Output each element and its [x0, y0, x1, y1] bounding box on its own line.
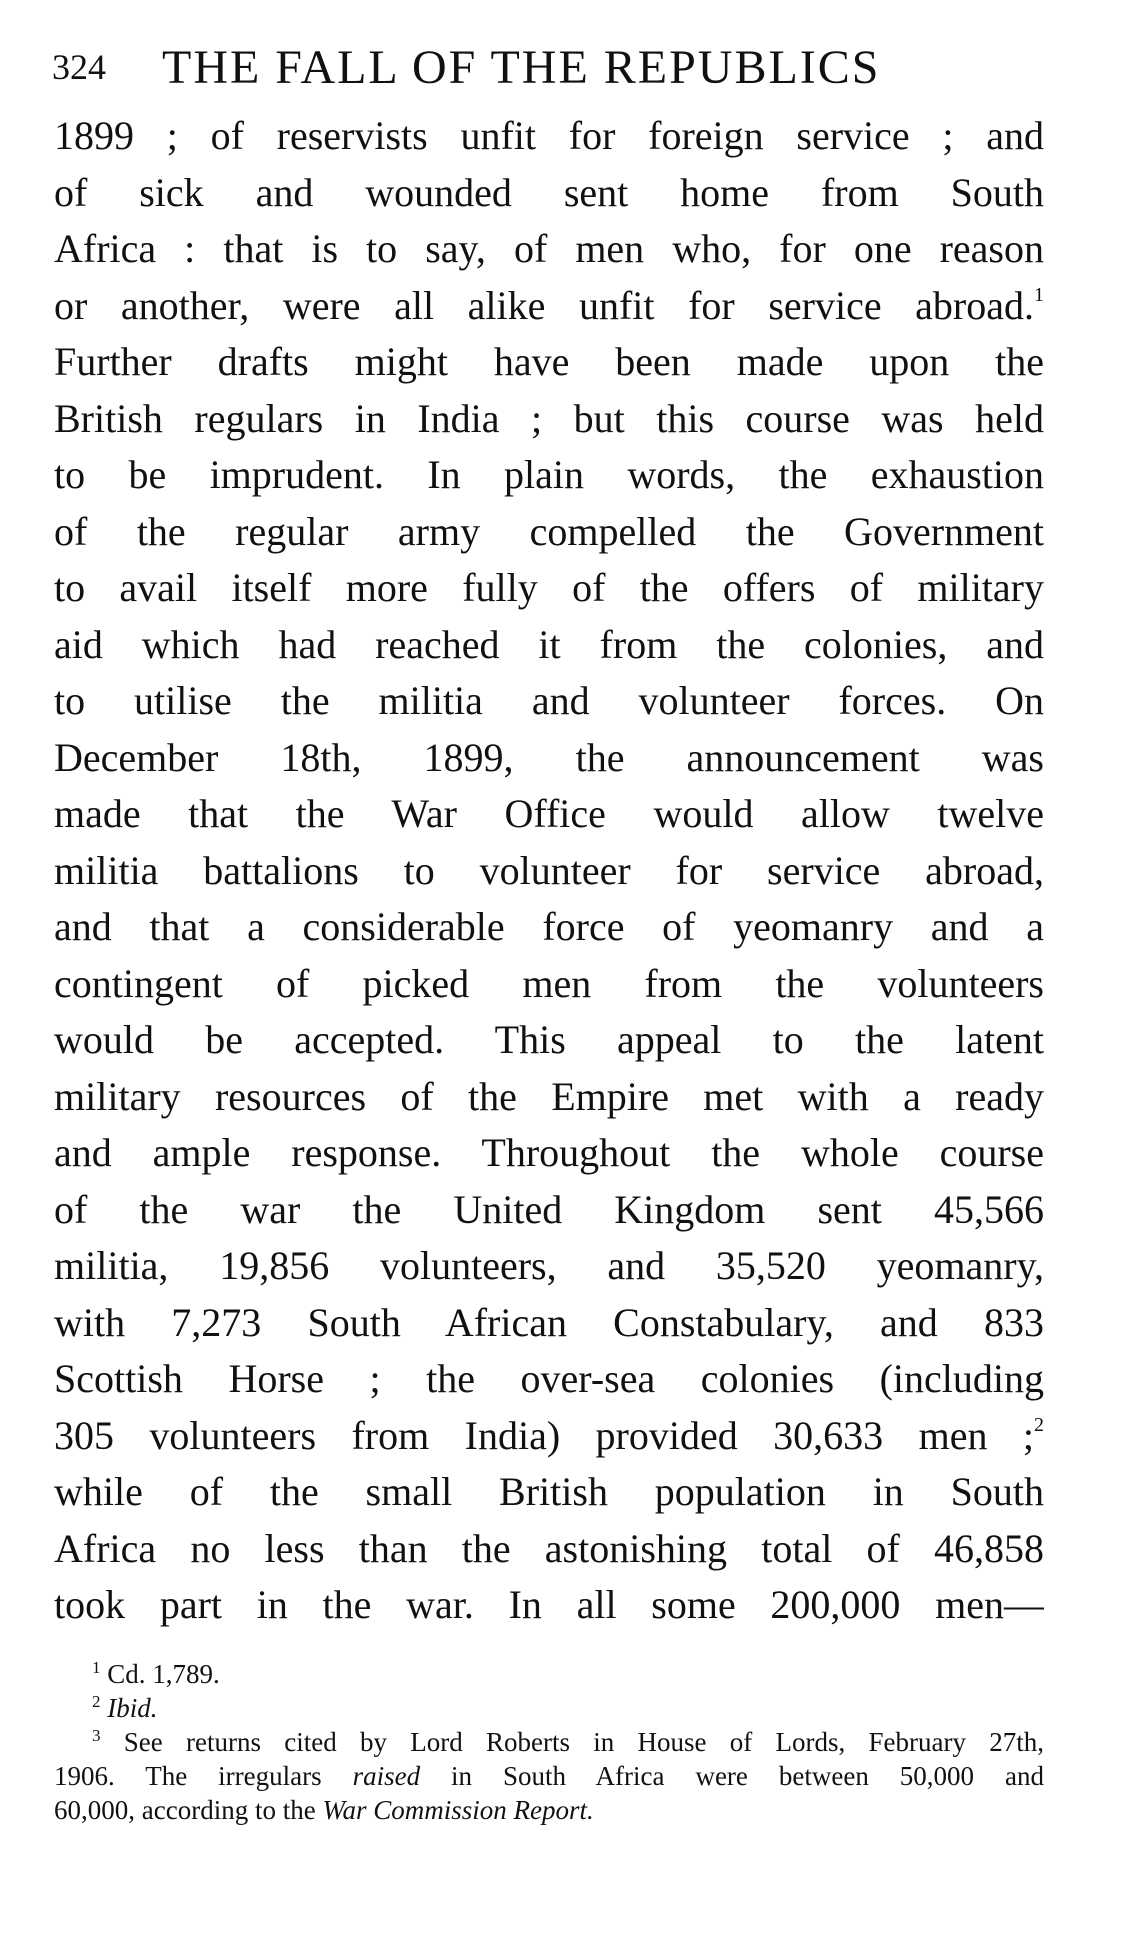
text-line: December 18th, 1899, the announcement was	[54, 734, 1044, 780]
text-line: of the war the United Kingdom sent 45,566	[54, 1186, 1044, 1232]
footnote-2-mark: 2	[92, 1692, 101, 1711]
text-line	[54, 1577, 1044, 1634]
text-line-content: 305 volunteers from India) provided 30,633 men ;	[54, 1412, 1034, 1458]
text-line-content: or another, were all alike unfit for service abroad.	[54, 282, 1034, 328]
text-line: while of the small British population in South	[54, 1469, 1044, 1514]
footnote-2-text: Ibid.	[107, 1693, 158, 1723]
text-line: of the regular army compelled the Government	[54, 508, 1044, 554]
text-line: would be accepted. This appeal to the latent	[54, 1017, 1044, 1062]
text-line: Further drafts might have been made upon the	[54, 339, 1044, 384]
text-line: Africa : that is to say, of men who, for one reason	[54, 226, 1044, 271]
text-line: Scottish Horse ; the over-sea colonies (including	[54, 1356, 1044, 1401]
text-line: to utilise the militia and volunteer forces. On	[54, 678, 1044, 723]
footnote-ref-2: 2	[1034, 1413, 1044, 1436]
text-line: to be imprudent. In plain words, the exhaustion	[54, 452, 1044, 497]
footnote-3-emphasis: War Commission Report.	[322, 1795, 594, 1825]
footnote-3-line	[54, 1793, 1044, 1827]
text-line: militia battalions to volunteer for service abroad,	[54, 847, 1044, 893]
text-line: British regulars in India ; but this course was held	[54, 395, 1044, 441]
page-number: 324	[52, 47, 106, 87]
footnote-1-text: Cd. 1,789.	[107, 1659, 220, 1689]
text-line: aid which had reached it from the colonies, and	[54, 621, 1044, 667]
text-line	[54, 278, 1044, 335]
footnote-3-text: See returns cited by Lord Roberts in House of Lords, February 27th,	[123, 1727, 1044, 1757]
footnote-3-text: 60,000, according to the	[54, 1795, 323, 1825]
footnote-3-text: 1906. The irregulars	[54, 1761, 353, 1791]
text-line	[54, 1408, 1044, 1465]
running-title: THE FALL OF THE REPUBLICS	[162, 41, 881, 94]
footnote-1	[54, 1657, 1044, 1691]
text-line: contingent of picked men from the volunteers	[54, 960, 1044, 1006]
footnote-3-line	[54, 1725, 1044, 1759]
footnote-2	[54, 1691, 1044, 1725]
text-line: made that the War Office would allow twelve	[54, 791, 1044, 836]
footnote-3-text: in South Africa were between 50,000 and	[420, 1761, 1044, 1791]
footnote-3-mark: 3	[92, 1726, 101, 1745]
text-line: Africa no less than the astonishing total of 46,858	[54, 1525, 1044, 1571]
text-line: to avail itself more fully of the offers of military	[54, 565, 1044, 610]
body-text	[54, 108, 1044, 1634]
text-line-content: took part in the war. In all some 200,000 men—	[54, 1582, 1044, 1627]
footnote-3-line	[54, 1759, 1044, 1793]
footnote-ref-1: 1	[1034, 283, 1044, 306]
text-line: with 7,273 South African Constabulary, and 833	[54, 1299, 1044, 1345]
running-header	[52, 40, 1032, 100]
footnote-3-emphasis: raised	[352, 1761, 421, 1791]
text-line: of sick and wounded sent home from South	[54, 169, 1044, 215]
text-line: militia, 19,856 volunteers, and 35,520 yeomanry,	[54, 1243, 1044, 1288]
footnote-1-mark: 1	[92, 1658, 101, 1677]
footnotes	[54, 1657, 1044, 1827]
text-line: 1899 ; of reservists unfit for foreign service ; and	[54, 113, 1044, 158]
text-line: military resources of the Empire met with a ready	[54, 1073, 1044, 1119]
text-line: and ample response. Throughout the whole course	[54, 1130, 1044, 1175]
text-line: and that a considerable force of yeomanry and a	[54, 904, 1044, 949]
